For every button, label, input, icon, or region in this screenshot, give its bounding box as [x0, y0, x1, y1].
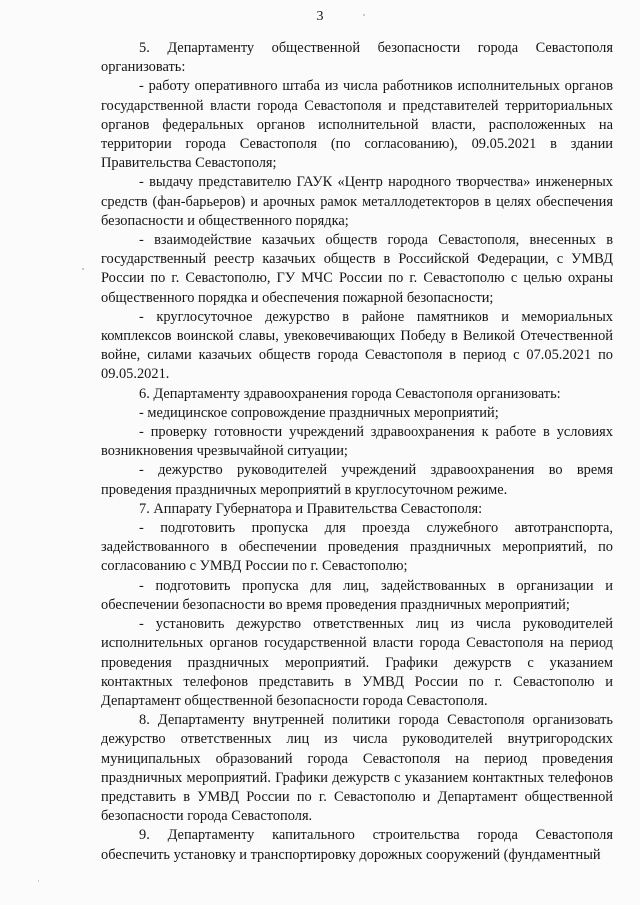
- scan-speck: [82, 268, 84, 270]
- paragraph-subitem: - медицинское сопровождение праздничных мероприятий;: [139, 404, 499, 421]
- document-body: [101, 39, 613, 865]
- paragraph-subitem: - круглосуточное дежурство в районе памятников и мемориальных комплексов воинской славы, увековечивающих Победу в Великой Отечественной войне, силами казачьих обществ города Севастополя в период с 07.05.2021 по 09.05.2021.: [101, 308, 613, 383]
- paragraph-subitem: - выдачу представителю ГАУК «Центр народного творчества» инженерных средств (фан-барьеров) и арочных рамок металлодетекторов в целях обеспечения безопасности и общественного порядка;: [101, 174, 613, 229]
- page-number: 3: [316, 9, 324, 24]
- paragraph-item-6: 6. Департаменту здравоохранения города Севастополя организовать:: [139, 385, 561, 402]
- paragraph-subitem: - проверку готовности учреждений здравоохранения к работе в условиях возникновения чрезвычайной ситуации;: [101, 424, 613, 460]
- paragraph-subitem: - установить дежурство ответственных лиц из числа руководителей исполнительных органов государственной власти города Севастополя на период проведения праздничных мероприятий. Графики дежурств с указанием контактных телефонов представить в УМВД России по г. Севастополю и Департамент общественной безопасности города Севастополя.: [101, 616, 613, 709]
- paragraph-subitem: - подготовить пропуска для лиц, задействованных в организации и обеспечении безопасности во время проведения праздничных мероприятий;: [101, 577, 613, 613]
- paragraph-item-8: 8. Департаменту внутренней политики города Севастополя организовать дежурство ответственных лиц из числа руководителей внутригородских муниципальных образований города Севастополя на период проведения праздничных мероприятий. Графики дежурств с указанием контактных телефонов представить в УМВД России по г. Севастополю и Департамент общественной безопасности города Севастополя.: [101, 712, 613, 825]
- paragraph-item-5: 5. Департаменту общественной безопасности города Севастополя организовать:: [101, 40, 613, 76]
- paragraph-subitem: - подготовить пропуска для проезда служебного автотранспорта, задействованного в обеспечении проведения праздничных мероприятий, по согласованию с УМВД России по г. Севастополю;: [101, 520, 613, 575]
- paragraph-subitem: - работу оперативного штаба из числа работников исполнительных органов государственной власти города Севастополя и представителей территориальных органов федеральных органов исполнительной власти, расположенных на территории города Севастополя (по согласованию), 09.05.2021 в здании Правительства Севастополя;: [101, 78, 613, 172]
- paragraph-subitem: - дежурство руководителей учреждений здравоохранения во время проведения праздничных мероприятий в круглосуточном режиме.: [101, 462, 613, 498]
- paragraph-item-9: 9. Департаменту капитального строительства города Севастополя обеспечить установку и транспортировку дорожных сооружений (фундаментный: [101, 827, 613, 863]
- paragraph-subitem: - взаимодействие казачьих обществ города Севастополя, внесенных в государственный реестр казачьих обществ в Российской Федерации, с УМВД России по г. Севастополю, ГУ МЧС России по г. Севастополю с целью охраны общественного порядка и обеспечения пожарной безопасности;: [101, 232, 613, 306]
- scan-speck: [363, 14, 365, 16]
- paragraph-item-7: 7. Аппарату Губернатора и Правительства Севастополя:: [139, 500, 483, 517]
- scan-speck: [38, 880, 39, 882]
